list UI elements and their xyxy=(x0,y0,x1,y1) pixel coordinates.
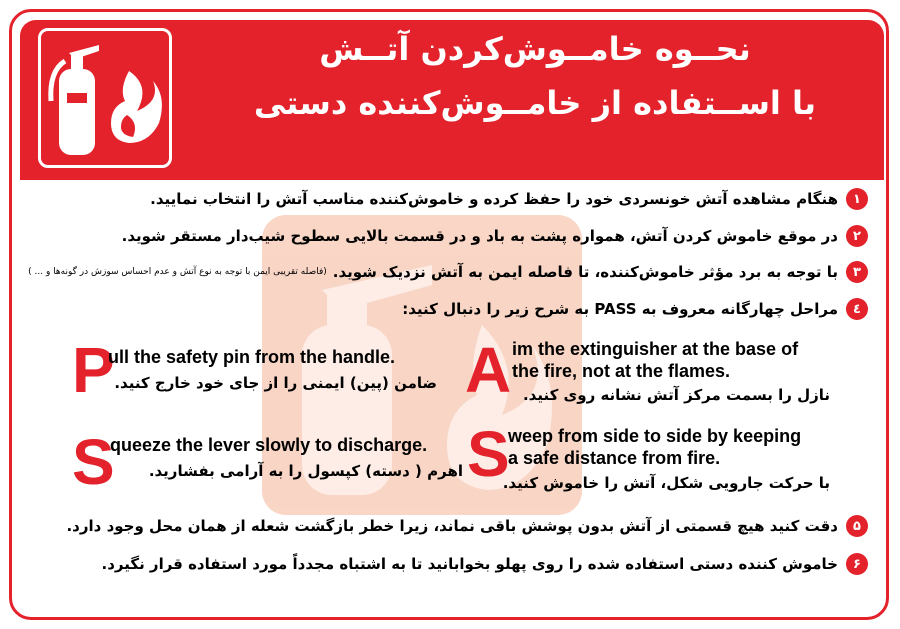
step-number: ۳ xyxy=(846,261,868,283)
pass-s2-persian: با حرکت جارویی شکل، آتش را خاموش کنید. xyxy=(502,474,830,492)
step-text: با توجه به برد مؤثر خاموش‌کننده، تا فاصله ایمن به آتش نزدیک شوید. xyxy=(332,263,838,281)
step-number: ٤ xyxy=(846,298,868,320)
pass-s1-persian: اهرم ( دسته) کپسول را به آرامی بفشارید. xyxy=(148,462,463,480)
pass-letter-s-squeeze: S xyxy=(72,426,115,498)
step-4 xyxy=(402,298,868,320)
pass-p-english: ull the safety pin from the handle. xyxy=(108,347,396,367)
step-6 xyxy=(102,553,869,575)
pass-a-english-1: im the extinguisher at the base of xyxy=(512,339,799,359)
step-2 xyxy=(122,225,868,247)
step-1 xyxy=(150,188,868,210)
step-number: ۶ xyxy=(846,553,868,575)
pass-a-english-2: the fire, not at the flames. xyxy=(512,361,731,381)
pass-p-persian: ضامن (پین) ایمنی را از جای خود خارج کنید. xyxy=(114,374,437,392)
pass-letter-a: A xyxy=(465,334,512,406)
pass-s2-english-2: a safe distance from fire. xyxy=(508,448,721,468)
step-3 xyxy=(28,261,868,283)
step-text: هنگام مشاهده آتش خونسردی خود را حفظ کرده و خاموش‌کننده مناسب آتش را انتخاب نمایید. xyxy=(150,190,838,208)
step-text: مراحل چهارگانه معروف به PASS به شرح زیر را دنبال کنید: xyxy=(402,300,838,318)
title-line-2: با اســتفاده از خامــوش‌کننده دستی xyxy=(253,84,817,122)
step-5 xyxy=(66,515,868,537)
pass-letter-s-sweep: S xyxy=(467,418,510,490)
fire-extinguisher-icon xyxy=(38,28,172,168)
step-text: در موقع خاموش کردن آتش، همواره پشت به باد و در قسمت بالایی سطوح شیب‌دار مستقر شوید. xyxy=(121,227,838,245)
step-number: ۲ xyxy=(846,225,868,247)
step-number: ۱ xyxy=(846,188,868,210)
step-text: دقت کنید هیچ قسمتی از آتش بدون پوشش باقی نماند، زیرا خطر بازگشت شعله از همان محل وجود دارد. xyxy=(66,517,838,535)
pass-s1-english: queeze the lever slowly to discharge. xyxy=(110,435,428,455)
pass-s2-english-1: weep from side to side by keeping xyxy=(508,426,802,446)
pass-a-persian: نازل را بسمت مرکز آتش نشانه روی کنید. xyxy=(522,386,830,404)
step-text: خاموش کننده دستی استفاده شده را روی پهلو بخوابانید تا به اشتباه مجدداً مورد استفاده قرار نگیرد. xyxy=(101,555,838,573)
title-line-1: نحــوه خامــوش‌کردن آتــش xyxy=(319,30,751,68)
step-number: ۵ xyxy=(846,515,868,537)
pass-letter-p: P xyxy=(72,334,115,406)
step-note: (فاصله تقریبی ایمن با توجه به نوع آتش و عدم احساس سوزش در گونه‌ها و ... ) xyxy=(28,267,327,277)
